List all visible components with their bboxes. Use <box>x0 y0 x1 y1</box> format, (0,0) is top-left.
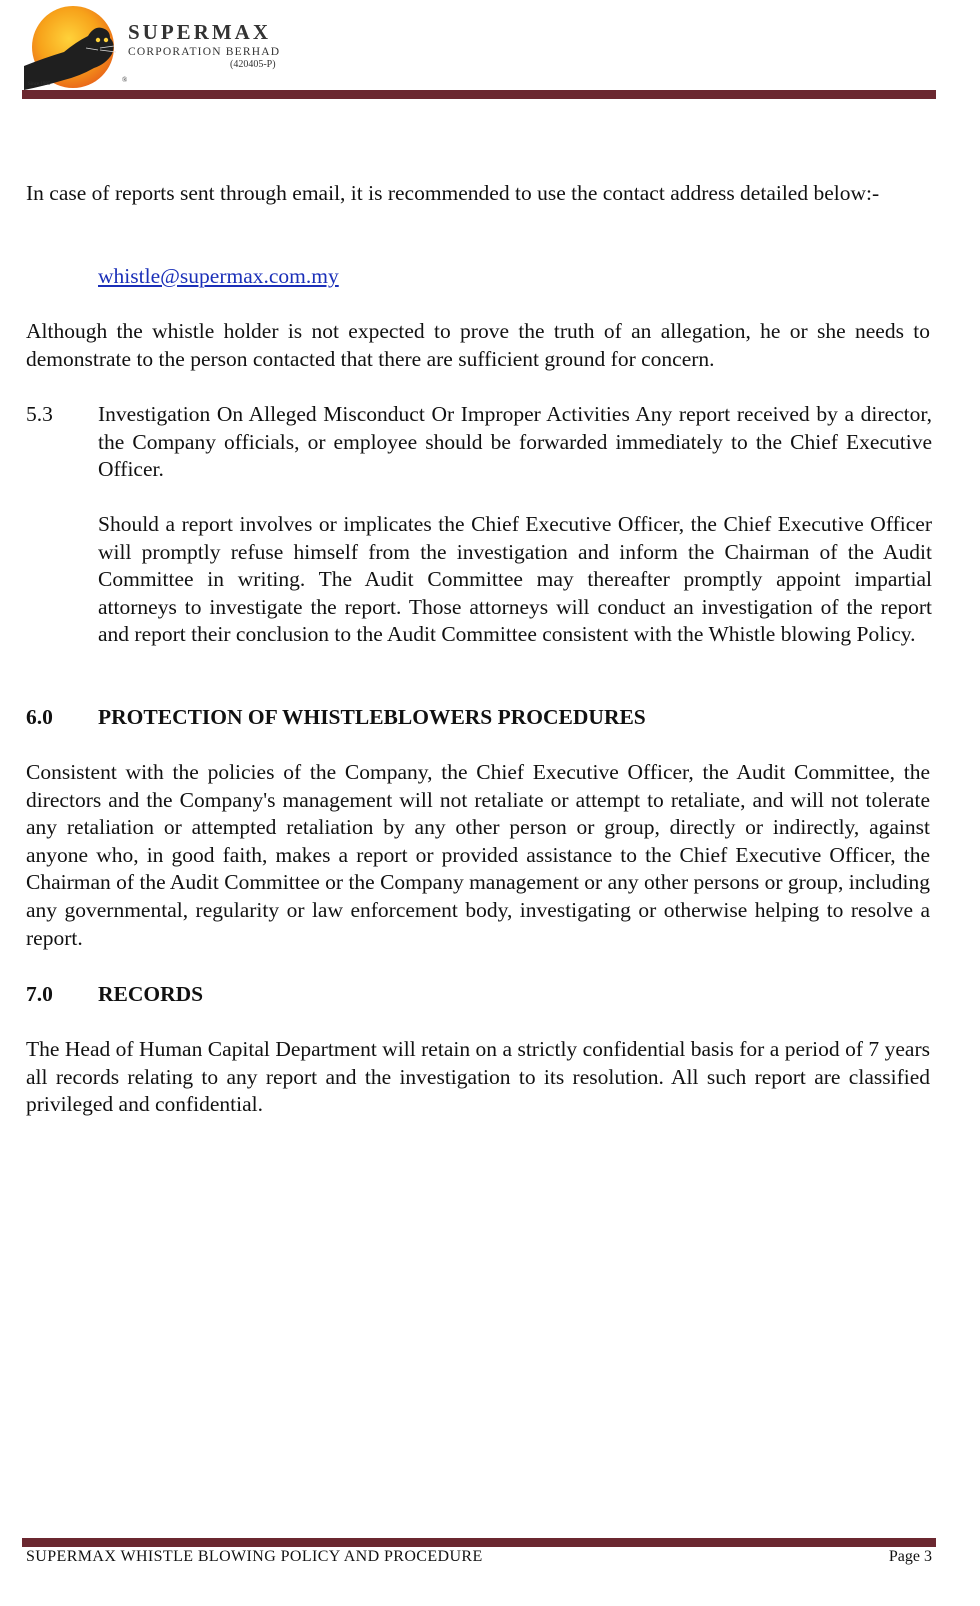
brand-name: SUPERMAX <box>128 20 271 44</box>
company-registration: (420405-P) <box>230 59 276 70</box>
brand-subtitle: CORPORATION BERHAD <box>128 46 281 58</box>
section-title: PROTECTION OF WHISTLEBLOWERS PROCEDURES <box>98 705 646 729</box>
since-label: Since 1985 <box>28 82 51 87</box>
section-7-paragraph: The Head of Human Capital Department will retain on a strictly confidential basis for a period of 7 years all records relating to any report and the investigation to its resolution. All such report are classified privileged and confidential. <box>26 1037 930 1117</box>
registered-mark: ® <box>122 76 128 84</box>
section-6-paragraph: Consistent with the policies of the Company, the Chief Executive Officer, the Audit Committee, the directors and the Company's management will not retaliate or attempt to retaliate, and will not tolerate any retaliation or attempted retaliation by any other person or group, directly or indirectly, against anyone who, in good faith, makes a report or provided assistance to the Chief Executive Officer, the Chairman of the Audit Committee or the Company management or any other persons or group, including any governmental, regularity or law enforcement body, investigating or otherwise helping to resolve a report. <box>26 760 931 950</box>
section-number: 5.3 <box>26 402 53 426</box>
footer-title: SUPERMAX WHISTLE BLOWING POLICY AND PROCEDURE <box>26 1548 483 1565</box>
section-number: 6.0 <box>26 705 53 729</box>
email-link[interactable]: whistle@supermax.com.my <box>98 264 339 288</box>
intro-paragraph: In case of reports sent through email, it is recommended to use the contact address detailed below:- <box>26 181 880 205</box>
email-line <box>98 263 339 291</box>
section-number: 7.0 <box>26 982 53 1006</box>
section-title: RECORDS <box>98 982 204 1006</box>
page-number: Page 3 <box>888 1548 932 1565</box>
panther-icon <box>24 18 134 90</box>
company-logo <box>24 4 294 90</box>
section-5-3-paragraph-2: Should a report involves or implicates the Chief Executive Officer, the Chief Executive Officer will promptly refuse himself from the investigation and inform the Chairman of the Audit Committee in writing. The Audit Committee may thereafter promptly appoint impartial attorneys to investigate the report. Those attorneys will conduct an investigation of the report and report their conclusion to the Audit Committee consistent with the Whistle blowing Policy. <box>98 512 932 647</box>
header-rule <box>22 90 936 99</box>
section-5-3-paragraph-1: Investigation On Alleged Misconduct Or Improper Activities Any report received by a director, the Company officials, or employee should be forwarded immediately to the Chief Executive Officer. <box>98 402 932 482</box>
footer-rule <box>22 1538 936 1547</box>
proof-paragraph: Although the whistle holder is not expected to prove the truth of an allegation, he or she needs to demonstrate to the person contacted that there are sufficient ground for concern. <box>26 319 930 371</box>
